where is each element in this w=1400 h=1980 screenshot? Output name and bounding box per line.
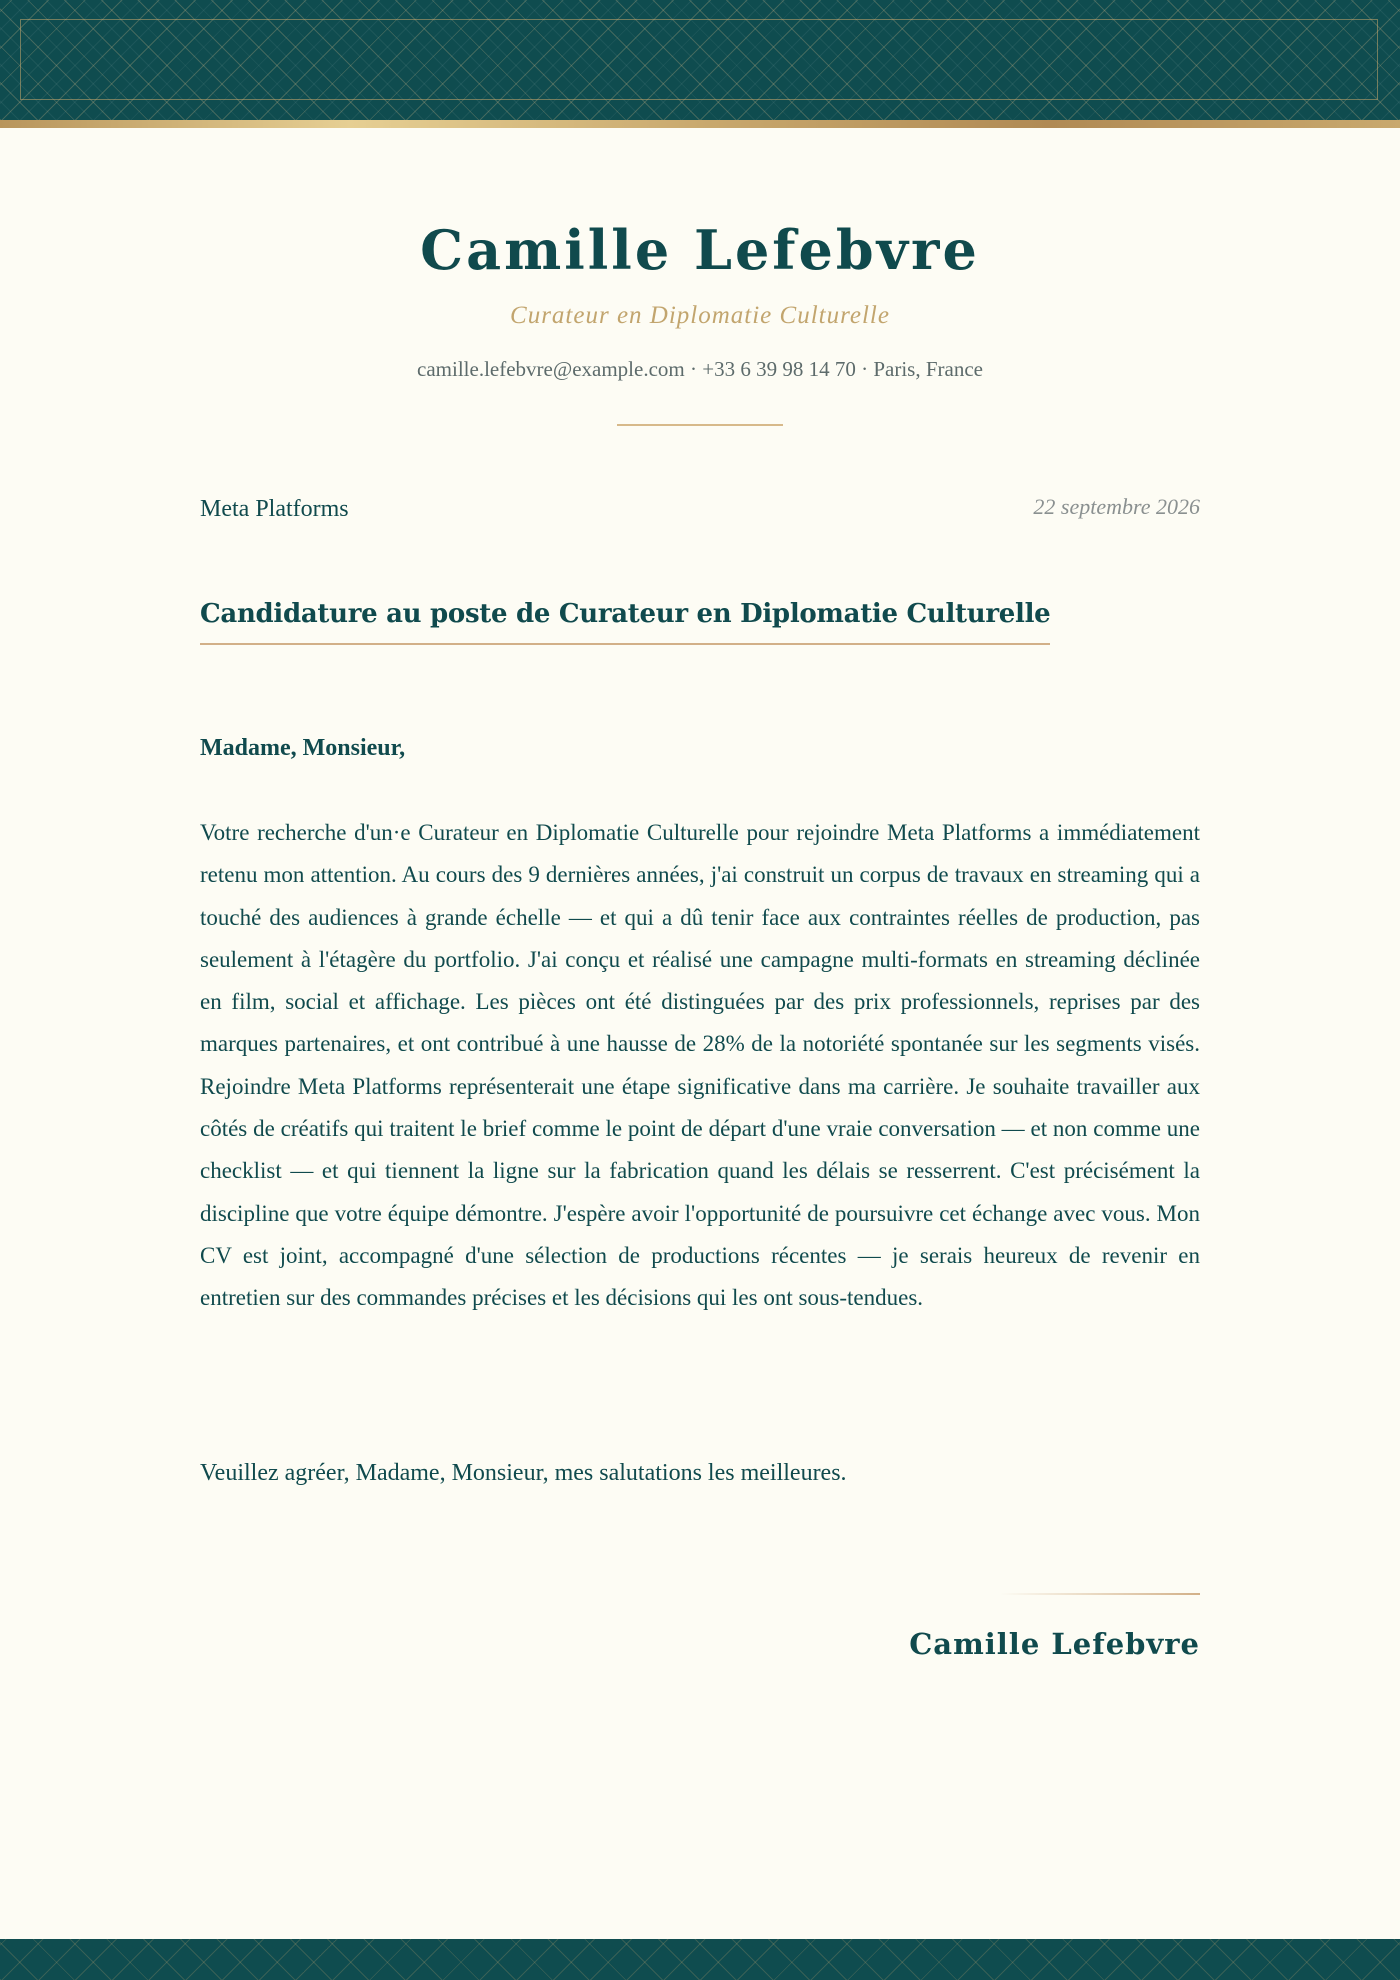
sender-title: Curateur en Diplomatie Culturelle [510, 302, 890, 329]
header-divider [617, 424, 783, 426]
footer-band [0, 1939, 1400, 1980]
letter-subject: Candidature au poste de Curateur en Diplomatie Culturelle [200, 599, 1050, 645]
contact-line: camille.lefebvre@example.com · +33 6 39 98 14 70 · Paris, France [417, 357, 983, 381]
sender-name: Camille Lefebvre [420, 218, 980, 282]
header-frame [20, 19, 1378, 100]
recipient-company: Meta Platforms [200, 496, 349, 522]
header-band [0, 0, 1400, 120]
signature-name: Camille Lefebvre [909, 1627, 1200, 1661]
gold-divider-strip [0, 120, 1400, 128]
signature-divider [1000, 1593, 1200, 1595]
letter-body: Votre recherche d'un·e Curateur en Diplomatie Culturelle pour rejoindre Meta Platforms a immédiatement retenu mon attention. Au cours des 9 dernières années, j'ai construit un corpus de travaux en streaming qui a touché des audiences à grande échelle — et qui a dû tenir face aux contraintes réelles de production, pas seulement à l'étagère du portfolio. J'ai conçu et réalisé une campagne multi-formats en streaming déclinée en film, social et affichage. Les pièces ont été distinguées par des prix professionnels, reprises par des marques partenaires, et ont contribué à une hausse de 28% de la notoriété spontanée sur les segments visés. Rejoindre Meta Platforms représenterait une étape significative dans ma carrière. Je souhaite travailler aux côtés de créatifs qui traitent le brief comme le point de départ d'une vraie conversation — et non comme une checklist — et qui tiennent la ligne sur la fabrication quand les délais se resserrent. C'est précisément la discipline que votre équipe démontre. J'espère avoir l'opportunité de poursuivre cet échange avec vous. Mon CV est joint, accompagné d'une sélection de productions récentes — je serais heureux de revenir en entretien sur des commandes précises et les décisions qui les ont sous-tendues. [200, 820, 1200, 1311]
salutation: Madame, Monsieur, [200, 735, 406, 761]
letter-date: 22 septembre 2026 [1033, 494, 1200, 519]
closing-formula: Veuillez agréer, Madame, Monsieur, mes salutations les meilleures. [200, 1460, 847, 1486]
